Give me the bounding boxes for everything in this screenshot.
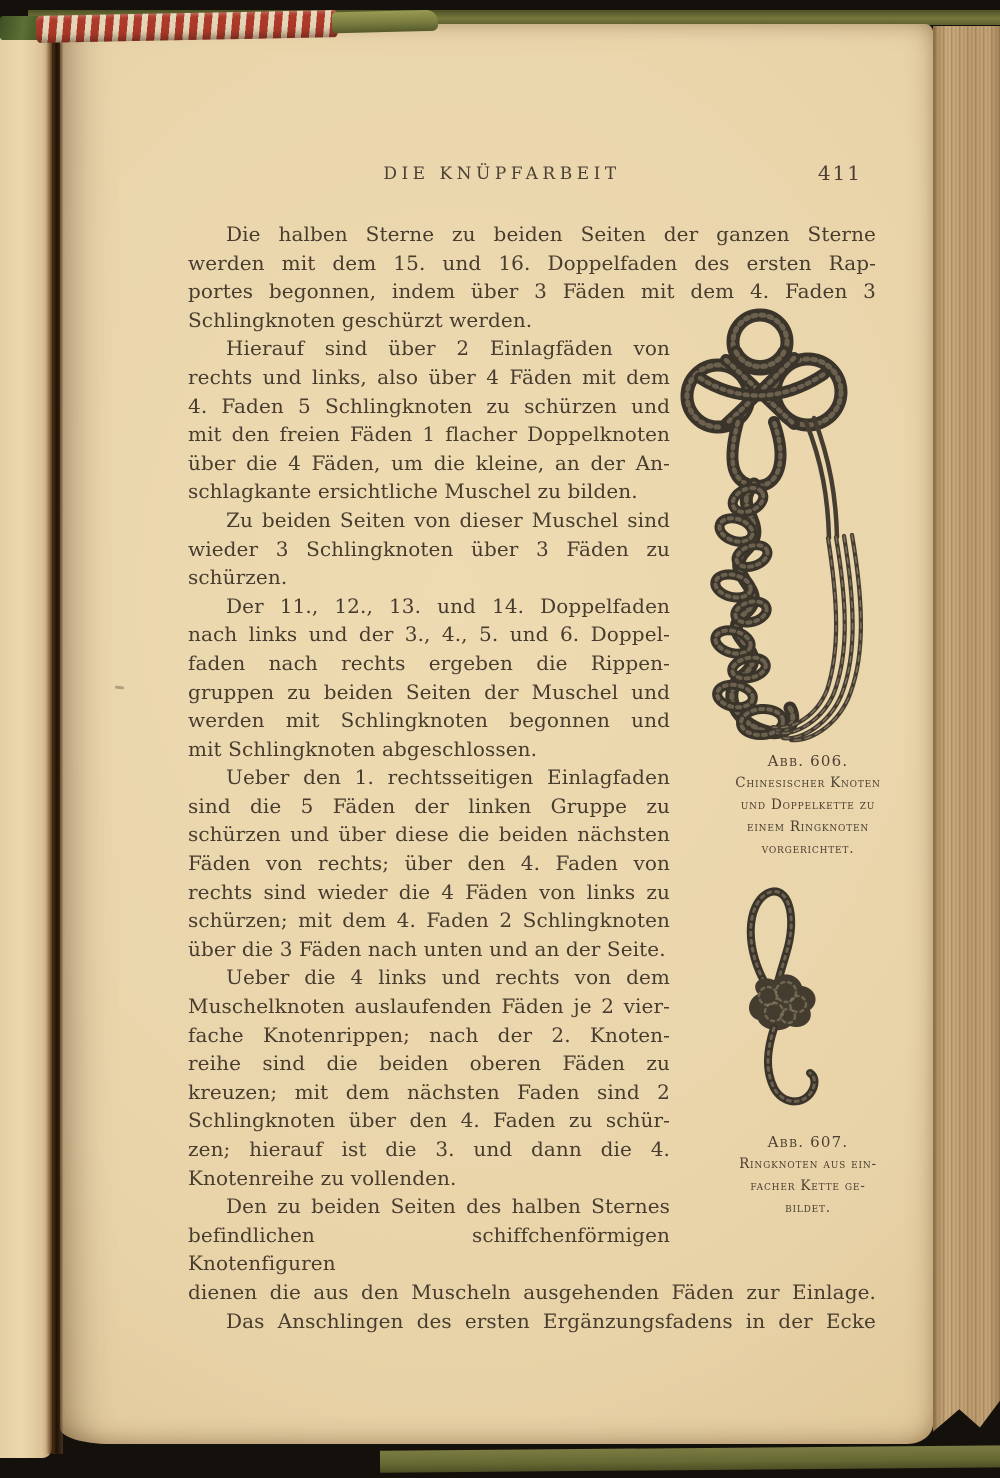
text-line: mit Schlingknoten abgeschlossen. [188, 736, 538, 761]
text-line: kreuzen; mit dem nächsten Faden sind 2 [188, 1079, 670, 1104]
figure-caption-606 [678, 750, 938, 860]
stray-mark [115, 685, 124, 689]
headband [36, 10, 338, 43]
caption-line: vorgerichtet. [761, 841, 855, 858]
text-line: portes begonnen, indem über 3 Fäden mit dem 4. Faden 3 [188, 279, 876, 304]
text-line: Der 11., 12., 13. und 14. Doppelfaden [226, 593, 670, 618]
text-line: schürzen und über diese die beiden nächsten [188, 822, 670, 847]
text-line: Fäden von rechts; über den 4. Faden von [188, 851, 670, 876]
text-line: 4. Faden 5 Schlingknoten zu schürzen und [188, 393, 670, 418]
caption-line: Chinesischer Knoten [735, 775, 881, 792]
caption-line: und Doppelkette zu [740, 797, 876, 814]
caption-title: Abb. 607. [767, 1133, 849, 1152]
text-line: schürzen. [188, 565, 288, 590]
text-line: reihe sind die beiden oberen Fäden zu [188, 1051, 670, 1076]
book-gutter [46, 20, 63, 1454]
text-line: befindlichen schiffchenförmigen Knotenfiguren [188, 1222, 670, 1276]
caption-line: Ringknoten aus ein- [739, 1156, 877, 1173]
text-line: Schlingknoten über den 4. Faden zu schür- [188, 1108, 670, 1133]
caption-line: facher Kette ge- [750, 1178, 866, 1195]
text-line: mit den freien Fäden 1 flacher Doppelknoten [188, 422, 670, 447]
caption-line: einem Ringknoten [746, 819, 870, 836]
text-line: rechts sind wieder die 4 Fäden von links zu [188, 879, 670, 904]
text-line: schürzen; mit dem 4. Faden 2 Schlingknoten [188, 908, 670, 933]
running-title: DIE KNÜPFARBEIT [383, 164, 621, 184]
text-line: Muschelknoten auslaufenden Fäden je 2 vier- [188, 994, 670, 1019]
text-line: dienen die aus den Muscheln ausgehenden Fäden zur Einlage. [188, 1279, 876, 1304]
text-line: Schlingknoten geschürzt werden. [188, 307, 533, 332]
facing-page-edge [0, 20, 52, 1458]
caption-line: bildet. [785, 1200, 831, 1217]
text-line: werden mit Schlingknoten begonnen und [188, 708, 670, 733]
text-line: sind die 5 Fäden der linken Gruppe zu [188, 793, 670, 818]
text-line: über die 4 Fäden, um die kleine, an der An- [188, 450, 670, 475]
text-line: Zu beiden Seiten von dieser Muschel sind [226, 507, 670, 532]
text-line: Knotenreihe zu vollenden. [188, 1165, 457, 1190]
figure-caption-607 [678, 1131, 938, 1219]
text-line: werden mit dem 15. und 16. Doppelfaden des ersten Rap- [188, 250, 876, 275]
book-page [60, 24, 933, 1444]
text-line: rechts und links, also über 4 Fäden mit dem [188, 364, 670, 389]
text-line: Das Anschlingen des ersten Ergänzungsfadens in der Ecke [226, 1308, 876, 1333]
text-line: über die 3 Fäden nach unten und an der Seite. [188, 936, 666, 961]
text-line: Die halben Sterne zu beiden Seiten der ganzen Sterne [226, 222, 876, 246]
page-stack-fore-edge [933, 26, 1000, 1436]
text-line: Den zu beiden Seiten des halben Sternes [226, 1194, 670, 1219]
text-line: schlagkante ersichtliche Muschel zu bilden. [188, 479, 638, 504]
text-line: zen; hierauf ist die 3. und dann die 4. [188, 1137, 670, 1161]
text-line: faden nach rechts ergeben die Rippen- [188, 650, 670, 675]
page-number: 411 [817, 161, 862, 185]
page-header [188, 161, 876, 194]
paragraph [188, 1307, 876, 1336]
text-line: Hierauf sind über 2 Einlagfäden von [226, 336, 670, 361]
headband-roll [332, 10, 438, 34]
text-line: gruppen zu beiden Seiten der Muschel und [188, 679, 670, 704]
caption-title: Abb. 606. [767, 752, 849, 771]
text-line: Ueber den 1. rechtsseitigen Einlagfaden [226, 765, 670, 790]
ring-knot-illustration [734, 878, 824, 1115]
figures-column [676, 334, 881, 1219]
chinese-knot-illustration [678, 294, 876, 746]
text-line: Ueber die 4 links und rechts von dem [226, 965, 670, 990]
text-line: wieder 3 Schlingknoten über 3 Fäden zu [188, 536, 670, 561]
book-cover-bottom-edge [380, 1445, 1000, 1473]
text-line: nach links und der 3., 4., 5. und 6. Doppel- [188, 622, 670, 647]
body-text [188, 196, 881, 1335]
text-line: fache Knotenrippen; nach der 2. Knoten- [188, 1022, 670, 1047]
